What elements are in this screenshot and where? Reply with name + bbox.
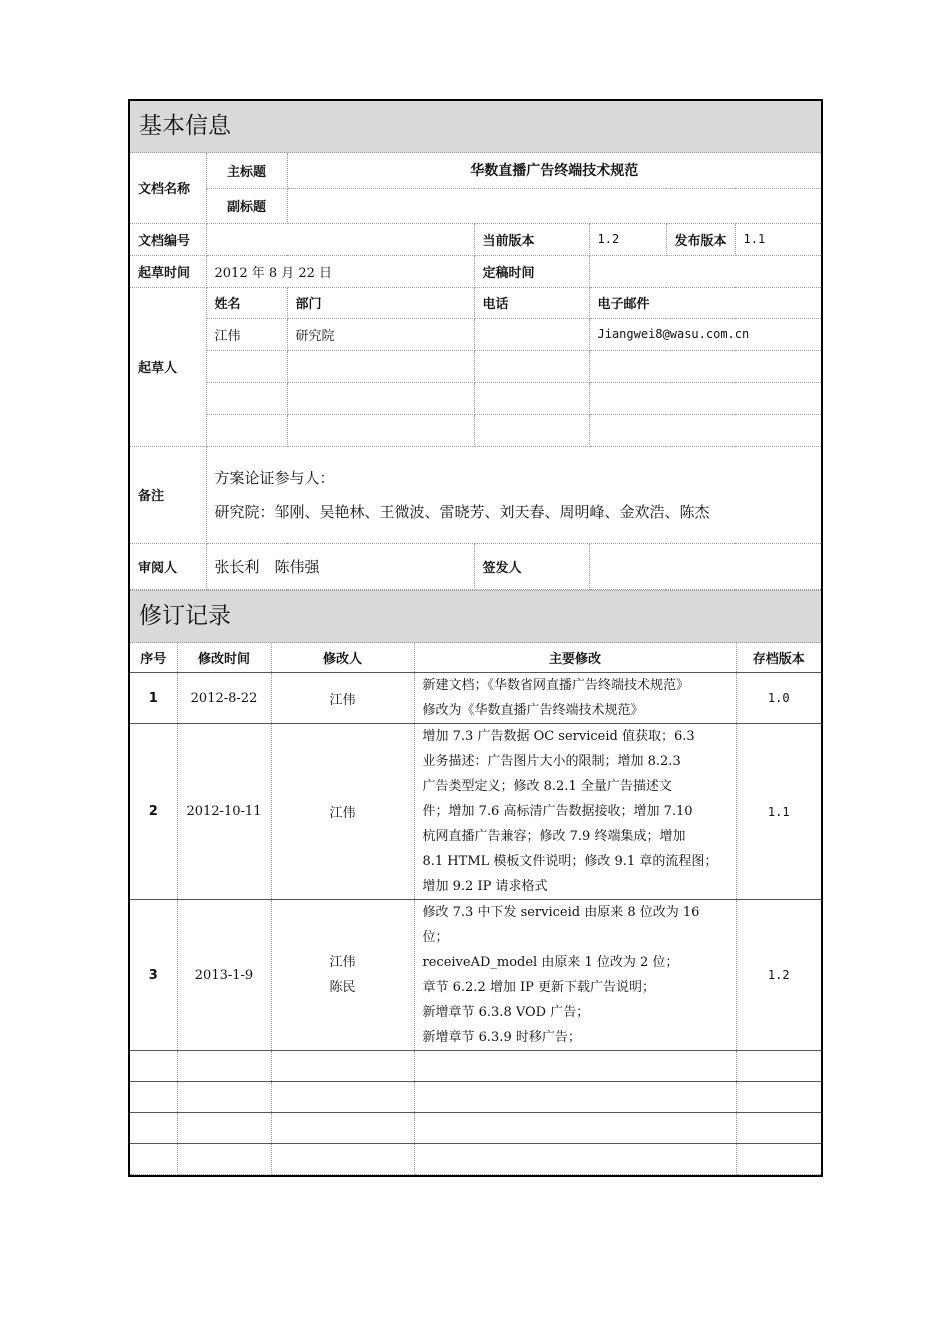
empty-cell	[271, 1144, 414, 1175]
drafter-name	[206, 382, 287, 414]
drafter-phone	[474, 318, 589, 350]
empty-cell	[736, 1082, 821, 1113]
main-title-value: 华数直播广告终端技术规范	[287, 153, 821, 188]
rev-person	[271, 900, 414, 1051]
drafter-phone	[474, 382, 589, 414]
subtitle-value	[287, 188, 821, 223]
empty-cell	[130, 1082, 177, 1113]
rev-change-line: 增加 7.3 广告数据 OC serviceid 值获取；6.3	[422, 729, 695, 744]
rev-version: 1.2	[736, 900, 821, 1051]
section-basic-info-title: 基本信息	[130, 101, 821, 153]
drafter-dept: 研究院	[287, 318, 474, 350]
empty-cell	[414, 1051, 736, 1082]
rev-change-line: 位；	[422, 930, 449, 945]
rev-change-line: 件；增加 7.6 高标清广告数据接收；增加 7.10	[422, 804, 693, 819]
drafter-email	[589, 350, 821, 382]
main-title-label: 主标题	[206, 153, 287, 188]
rev-header-no: 序号	[130, 643, 177, 673]
rev-version: 1.0	[736, 673, 821, 724]
empty-cell	[271, 1051, 414, 1082]
current-version-label: 当前版本	[474, 223, 589, 255]
rev-person-line: 江伟	[329, 692, 356, 708]
empty-cell	[130, 1113, 177, 1144]
empty-cell	[414, 1082, 736, 1113]
empty-cell	[177, 1144, 271, 1175]
rev-person-line: 陈民	[329, 980, 356, 995]
drafter-phone	[474, 414, 589, 446]
draft-time-value: 2012 年 8 月 22 日	[206, 255, 474, 287]
final-time-value	[589, 255, 821, 287]
final-time-label: 定稿时间	[474, 255, 589, 287]
draft-time-label: 起草时间	[130, 255, 206, 287]
drafter-dept	[287, 382, 474, 414]
revision-table	[130, 643, 821, 1176]
rev-header-version: 存档版本	[736, 643, 821, 673]
empty-cell	[271, 1082, 414, 1113]
issuer-label: 签发人	[474, 543, 589, 589]
reviewer-value: 张长利 陈伟强	[206, 543, 474, 589]
drafter-phone	[474, 350, 589, 382]
empty-cell	[414, 1113, 736, 1144]
rev-change-line: 章节 6.2.2 增加 IP 更新下载广告说明；	[422, 980, 655, 995]
rev-person-line: 江伟	[329, 806, 356, 821]
rev-change-line: 业务描述：广告图片大小的限制；增加 8.2.3	[422, 754, 681, 769]
release-version-label: 发布版本	[666, 223, 735, 255]
remark-content	[206, 446, 821, 543]
drafter-name: 江伟	[206, 318, 287, 350]
empty-cell	[736, 1051, 821, 1082]
drafter-name	[206, 414, 287, 446]
revision-row	[130, 673, 821, 724]
remark-label: 备注	[130, 446, 206, 543]
rev-person	[271, 673, 414, 724]
empty-cell	[177, 1113, 271, 1144]
empty-cell	[736, 1144, 821, 1175]
rev-header-person: 修改人	[271, 643, 414, 673]
doc-name-label: 文档名称	[130, 153, 206, 223]
rev-no: 2	[130, 724, 177, 900]
rev-header-change: 主要修改	[414, 643, 736, 673]
rev-time: 2012-8-22	[177, 673, 271, 724]
empty-cell	[271, 1113, 414, 1144]
rev-change-line: 修改 7.3 中下发 serviceid 由原来 8 位改为 16	[422, 905, 700, 920]
rev-header-time: 修改时间	[177, 643, 271, 673]
release-version-value: 1.1	[735, 223, 821, 255]
drafter-row	[130, 382, 821, 414]
revision-empty-row	[130, 1113, 821, 1144]
drafter-row	[130, 414, 821, 446]
drafter-email: Jiangwei8@wasu.com.cn	[589, 318, 821, 350]
revision-empty-row	[130, 1051, 821, 1082]
empty-cell	[130, 1144, 177, 1175]
empty-cell	[130, 1051, 177, 1082]
rev-change-line: 杭网直播广告兼容；修改 7.9 终端集成；增加	[422, 829, 686, 844]
revision-empty-row	[130, 1144, 821, 1175]
rev-person-line: 江伟	[329, 955, 356, 970]
drafter-email	[589, 382, 821, 414]
empty-cell	[736, 1113, 821, 1144]
empty-cell	[177, 1082, 271, 1113]
rev-version: 1.1	[736, 724, 821, 900]
drafter-row	[130, 318, 821, 350]
drafter-header-name: 姓名	[206, 287, 287, 318]
document-frame	[128, 99, 823, 1177]
remark-line-2: 研究院：邹刚、吴艳林、王微波、雷晓芳、刘天春、周明峰、金欢浩、陈杰	[214, 502, 710, 521]
drafter-header-email: 电子邮件	[589, 287, 821, 318]
drafter-name	[206, 350, 287, 382]
rev-change-line: 广告类型定义；修改 8.2.1 全量广告描述文	[422, 779, 672, 794]
drafter-label: 起草人	[130, 287, 206, 446]
rev-no: 1	[130, 673, 177, 724]
rev-change-line: 新建文档；《华数省网直播广告终端技术规范》	[422, 678, 690, 693]
doc-no-value	[206, 223, 474, 255]
issuer-value	[589, 543, 821, 589]
drafter-email	[589, 414, 821, 446]
rev-time: 2013-1-9	[177, 900, 271, 1051]
revision-empty-row	[130, 1082, 821, 1113]
rev-change	[414, 673, 736, 724]
reviewer-label: 审阅人	[130, 543, 206, 589]
empty-cell	[177, 1051, 271, 1082]
rev-person	[271, 724, 414, 900]
rev-time: 2012-10-11	[177, 724, 271, 900]
remark-line-1: 方案论证参与人：	[214, 468, 335, 487]
revision-row	[130, 724, 821, 900]
doc-no-label: 文档编号	[130, 223, 206, 255]
basic-info-table	[130, 153, 821, 590]
empty-cell	[414, 1144, 736, 1175]
drafter-dept	[287, 350, 474, 382]
section-revision-title: 修订记录	[130, 590, 821, 643]
rev-change-line: receiveAD_model 由原来 1 位改为 2 位；	[422, 955, 679, 970]
drafter-header-phone: 电话	[474, 287, 589, 318]
rev-change	[414, 724, 736, 900]
rev-change-line: 新增章节 6.3.8 VOD 广告；	[422, 1005, 590, 1020]
current-version-value: 1.2	[589, 223, 666, 255]
revision-row	[130, 900, 821, 1051]
rev-change-line: 新增章节 6.3.9 时移广告；	[422, 1030, 581, 1045]
rev-change-line: 8.1 HTML 模板文件说明；修改 9.1 章的流程图；	[422, 854, 718, 869]
rev-no: 3	[130, 900, 177, 1051]
drafter-row	[130, 350, 821, 382]
drafter-header-dept: 部门	[287, 287, 474, 318]
rev-change	[414, 900, 736, 1051]
rev-change-line: 修改为《华数直播广告终端技术规范》	[422, 703, 644, 718]
rev-change-line: 增加 9.2 IP 请求格式	[422, 879, 548, 894]
subtitle-label: 副标题	[206, 188, 287, 223]
drafter-dept	[287, 414, 474, 446]
